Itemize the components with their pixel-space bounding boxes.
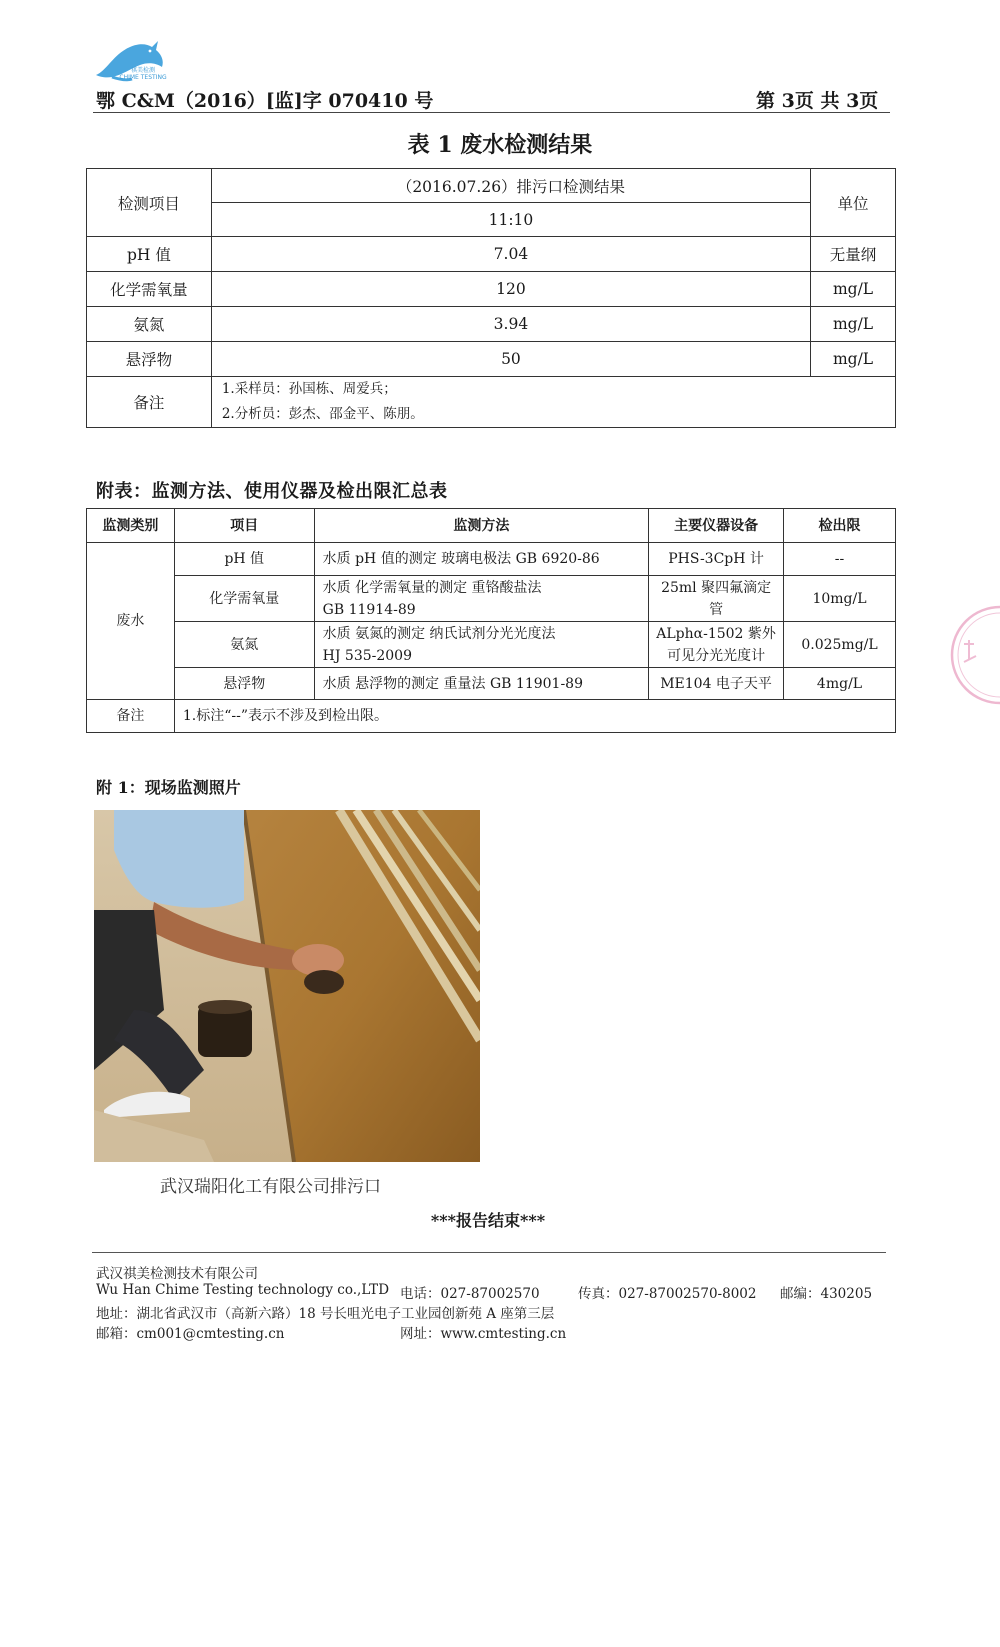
row-limit: -- <box>784 543 896 576</box>
footer-company-en: Wu Han Chime Testing technology co.,LTD <box>96 1282 390 1298</box>
row-value: 3.94 <box>211 307 810 342</box>
method-line: 水质 氨氮的测定 纳氏试剂分光光度法 <box>322 625 556 642</box>
appendix-title: 附表：监测方法、使用仪器及检出限汇总表 <box>96 481 448 502</box>
company-seal-stamp <box>920 600 1000 710</box>
remark-label: 备注 <box>87 377 212 428</box>
row-method <box>314 576 648 622</box>
row-equipment: ME104 电子天平 <box>649 668 784 700</box>
row-method: 水质 悬浮物的测定 重量法 GB 11901-89 <box>314 668 648 700</box>
table-header-row <box>87 509 896 543</box>
document-number: 鄂 C&M（2016）[监]字 070410 号 <box>96 90 434 112</box>
footer-divider <box>92 1252 886 1253</box>
equipment-line: 管 <box>709 601 724 618</box>
row-limit: 10mg/L <box>784 576 896 622</box>
table-row <box>87 307 896 342</box>
row-equipment: PHS-3CpH 计 <box>649 543 784 576</box>
row-item: 悬浮物 <box>174 668 314 700</box>
site-monitoring-photo <box>94 810 480 1162</box>
row-equipment <box>649 622 784 668</box>
row-item: 化学需氧量 <box>87 272 212 307</box>
footer-email: 邮箱：cm001@cmtesting.cn <box>96 1326 285 1342</box>
table-row <box>87 668 896 700</box>
header-item: 检测项目 <box>87 169 212 237</box>
row-value: 7.04 <box>211 237 810 272</box>
table-row <box>87 622 896 668</box>
header-time: 11:10 <box>211 203 810 237</box>
row-item: pH 值 <box>174 543 314 576</box>
row-item: pH 值 <box>87 237 212 272</box>
header-date: （2016.07.26）排污口检测结果 <box>211 169 810 203</box>
equipment-line: 25ml 聚四氟滴定 <box>661 579 772 596</box>
header-limit: 检出限 <box>784 509 896 543</box>
row-limit: 0.025mg/L <box>784 622 896 668</box>
header-item: 项目 <box>174 509 314 543</box>
header-unit: 单位 <box>811 169 896 237</box>
remark-label: 备注 <box>87 700 175 733</box>
row-item: 氨氮 <box>174 622 314 668</box>
footer-address: 地址：湖北省武汉市（高新六路）18 号长咀光电子工业园创新苑 A 座第三层 <box>96 1306 555 1322</box>
row-method: 水质 pH 值的测定 玻璃电极法 GB 6920-86 <box>314 543 648 576</box>
footer-postcode: 邮编：430205 <box>780 1286 873 1302</box>
method-line: 水质 化学需氧量的测定 重铬酸盐法 <box>322 579 542 596</box>
row-item: 化学需氧量 <box>174 576 314 622</box>
remark-content <box>211 377 895 428</box>
methods-summary-table <box>86 508 896 733</box>
remark-line: 1.采样员：孙国栋、周爱兵； <box>221 381 397 397</box>
method-line: HJ 535-2009 <box>322 647 412 664</box>
row-unit: mg/L <box>811 272 896 307</box>
equipment-line: 可见分光光度计 <box>667 647 766 664</box>
row-limit: 4mg/L <box>784 668 896 700</box>
row-value: 120 <box>211 272 810 307</box>
header-category: 监测类别 <box>87 509 175 543</box>
table-row <box>87 576 896 622</box>
table-header-row <box>87 169 896 203</box>
row-unit: 无量纲 <box>811 237 896 272</box>
header-method: 监测方法 <box>314 509 648 543</box>
row-item: 氨氮 <box>87 307 212 342</box>
category-cell: 废水 <box>87 543 175 700</box>
logo-text-cn: 祺美检测 <box>130 67 155 74</box>
header-equipment: 主要仪器设备 <box>649 509 784 543</box>
footer-website: 网址：www.cmtesting.cn <box>400 1326 567 1342</box>
equipment-line: ALphα-1502 紫外 <box>656 625 776 642</box>
table-row <box>87 543 896 576</box>
table-row <box>87 342 896 377</box>
remark-row <box>87 377 896 428</box>
photo-caption: 武汉瑞阳化工有限公司排污口 <box>160 1177 381 1197</box>
report-end-marker: ***报告结束*** <box>430 1211 546 1230</box>
table-row <box>87 237 896 272</box>
row-equipment <box>649 576 784 622</box>
row-method <box>314 622 648 668</box>
footer-company: 武汉祺美检测技术有限公司 <box>96 1266 258 1282</box>
wastewater-results-table <box>86 168 896 428</box>
row-item: 悬浮物 <box>87 342 212 377</box>
photo-section-title: 附 1：现场监测照片 <box>96 778 241 797</box>
footer-fax: 传真：027-87002570-8002 <box>578 1286 757 1302</box>
row-unit: mg/L <box>811 342 896 377</box>
page-indicator: 第 3页 共 3页 <box>756 90 879 112</box>
logo-text-en: CHIME TESTING <box>119 74 167 81</box>
method-line: GB 11914-89 <box>322 601 416 618</box>
header-divider <box>93 112 890 113</box>
remark-row <box>87 700 896 733</box>
logo-text <box>118 67 168 81</box>
table-row <box>87 272 896 307</box>
row-value: 50 <box>211 342 810 377</box>
table1-title: 表 1 废水检测结果 <box>407 132 593 158</box>
footer-tel: 电话：027-87002570 <box>400 1286 540 1302</box>
row-unit: mg/L <box>811 307 896 342</box>
remark-line: 2.分析员：彭杰、邵金平、陈朋。 <box>221 406 424 422</box>
remark-content: 1.标注“--”表示不涉及到检出限。 <box>174 700 895 733</box>
